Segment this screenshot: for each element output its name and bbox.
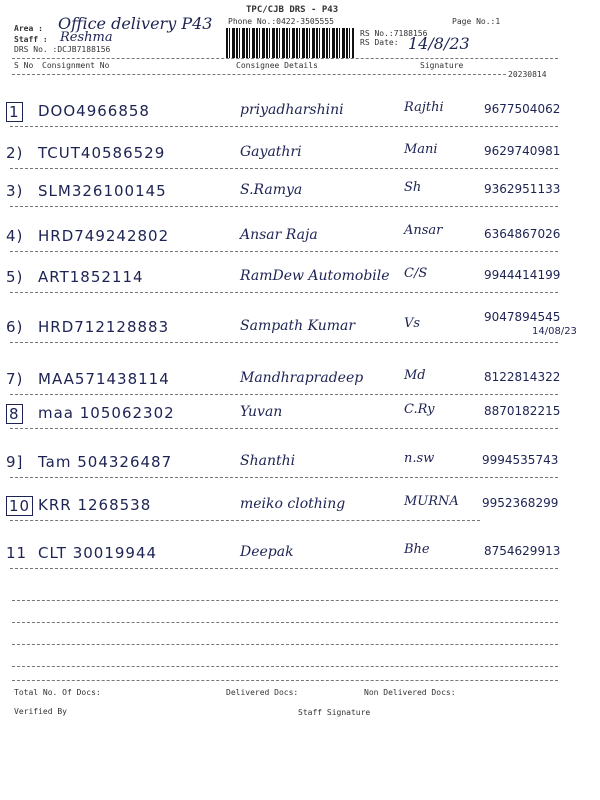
divider	[12, 644, 558, 645]
row-sno: 9]	[6, 453, 24, 471]
row-signature: Ansar	[404, 223, 443, 238]
row-signature: C.Ry	[404, 402, 435, 417]
divider	[12, 58, 558, 59]
row-consignee: RamDew Automobile	[240, 268, 390, 284]
row-phone: 9952368299	[482, 496, 559, 510]
divider	[10, 520, 480, 521]
row-phone: 9047894545	[484, 310, 561, 324]
drs-number: DRS No. :DCJB7188156	[14, 45, 111, 54]
divider	[10, 292, 558, 293]
row-consignee: S.Ramya	[240, 182, 303, 198]
divider	[10, 568, 558, 569]
staff-label: Staff :	[14, 35, 48, 44]
phone-number: Phone No.:0422-3505555	[228, 17, 334, 26]
table-row	[0, 221, 600, 255]
rs-date-value: 14/8/23	[408, 34, 470, 53]
row-sno: 4)	[6, 227, 24, 245]
table-row	[0, 490, 600, 524]
row-consignee: meiko clothing	[240, 496, 346, 512]
row-phone: 8754629913	[484, 544, 561, 558]
row-signature: Sh	[404, 180, 422, 195]
row-consignment: Tam 504326487	[38, 453, 173, 471]
row-phone: 9362951133	[484, 182, 561, 196]
col-sno: S No	[14, 61, 34, 70]
row-consignment: SLM326100145	[38, 182, 167, 200]
row-sno: 11	[6, 544, 28, 562]
rs-date-label: RS Date:	[360, 38, 399, 47]
row-phone: 9944414199	[484, 268, 561, 282]
divider	[10, 342, 558, 343]
row-consignee: Yuvan	[240, 404, 283, 420]
row-sno: 3)	[6, 182, 24, 200]
divider	[12, 74, 506, 75]
row-consignment: maa 105062302	[38, 404, 175, 422]
row-signature: n.sw	[404, 451, 435, 466]
divider	[12, 680, 558, 681]
table-row	[0, 398, 600, 432]
area-value: Office delivery P43	[58, 14, 213, 33]
divider	[10, 394, 558, 395]
row-consignee: Deepak	[240, 544, 294, 560]
table-row	[0, 364, 600, 398]
row-consignee: Mandhrapradeep	[240, 370, 364, 386]
divider	[12, 666, 558, 667]
row-consignment: HRD712128883	[38, 318, 170, 336]
col-signature: Signature	[420, 61, 464, 70]
row-signature: C/S	[404, 266, 428, 281]
row-sno: 2)	[6, 144, 24, 162]
row-sno: 5)	[6, 268, 24, 286]
row-phone: 6364867026	[484, 227, 561, 241]
row-date-note: 14/08/23	[532, 326, 577, 337]
divider	[10, 126, 558, 127]
row-consignment: ART1852114	[38, 268, 144, 286]
row-consignee: Gayathri	[240, 144, 302, 160]
row-sno: 8	[6, 404, 23, 424]
non-delivered-docs: Non Delivered Docs:	[364, 688, 456, 697]
barcode-image	[226, 28, 354, 58]
row-phone: 8870182215	[484, 404, 561, 418]
table-row	[0, 447, 600, 481]
row-signature: MURNA	[404, 494, 459, 509]
row-signature: Mani	[404, 142, 438, 157]
row-consignee: Sampath Kumar	[240, 318, 356, 334]
row-consignee: Ansar Raja	[240, 227, 318, 243]
row-sno: 7)	[6, 370, 24, 388]
delivered-docs: Delivered Docs:	[226, 688, 299, 697]
divider	[10, 206, 558, 207]
divider	[10, 428, 558, 429]
divider	[12, 622, 558, 623]
row-phone: 8122814322	[484, 370, 561, 384]
verified-by: Verified By	[14, 707, 67, 716]
divider	[10, 168, 558, 169]
row-consignment: MAA571438114	[38, 370, 170, 388]
row-consignee: priyadharshini	[240, 102, 344, 118]
row-consignment: HRD749242802	[38, 227, 170, 245]
table-row	[0, 138, 600, 172]
row-signature: Bhe	[404, 542, 430, 557]
row-sno: 10	[6, 496, 33, 516]
col-consignee: Consignee Details	[236, 61, 318, 70]
page-number: Page No.:1	[452, 17, 501, 26]
row-signature: Rajthi	[404, 100, 444, 115]
row-sno: 1	[6, 102, 23, 122]
row-phone: 9994535743	[482, 453, 559, 467]
row-phone: 9677504062	[484, 102, 561, 116]
row-consignment: CLT 30019944	[38, 544, 158, 562]
staff-signature: Staff Signature	[298, 708, 371, 717]
table-row	[0, 262, 600, 296]
table-row	[0, 538, 600, 572]
table-row	[0, 96, 600, 130]
area-label: Area :	[14, 24, 43, 33]
date-code: 20230814	[508, 70, 547, 79]
divider	[10, 477, 558, 478]
row-signature: Vs	[404, 316, 421, 331]
rs-number: RS No.:7188156	[360, 29, 428, 38]
row-consignee: Shanthi	[240, 453, 296, 469]
col-consignment: Consignment No	[42, 61, 110, 70]
row-consignment: DOO4966858	[38, 102, 150, 120]
report-title: TPC/CJB DRS - P43	[246, 5, 339, 15]
table-row	[0, 176, 600, 210]
row-phone: 9629740981	[484, 144, 561, 158]
row-sno: 6)	[6, 318, 24, 336]
divider	[10, 251, 558, 252]
staff-value: Reshma	[60, 30, 113, 45]
total-docs: Total No. Of Docs:	[14, 688, 101, 697]
row-consignment: TCUT40586529	[38, 144, 166, 162]
row-signature: Md	[404, 368, 426, 383]
row-consignment: KRR 1268538	[38, 496, 152, 514]
table-row	[0, 312, 600, 346]
divider	[12, 600, 558, 601]
